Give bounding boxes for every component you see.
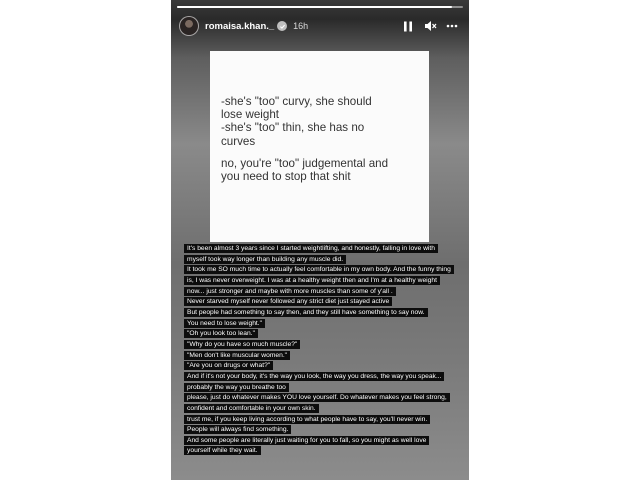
caption-line: And if it's not your body, it's the way you look, the way you dress, the way you speak... (184, 372, 444, 381)
caption-line: confident and comfortable in your own skin. (184, 404, 319, 413)
caption-line: probably the way you breathe too (184, 383, 289, 392)
verified-badge-icon (277, 21, 287, 31)
quote-line: -she's "too" curvy, she should (221, 95, 372, 108)
story-progress-fill (177, 6, 452, 8)
pause-icon[interactable] (399, 17, 417, 35)
caption-line: It's been almost 3 years since I started weightlifting, and honestly, falling in love with (184, 244, 438, 253)
quote-line: curves (221, 134, 256, 148)
caption-line: But people had something to say then, and they still have something to say now. (184, 308, 428, 317)
post-time: 16h (293, 21, 309, 31)
quote-line: you need to stop that shit (221, 170, 351, 184)
caption-line: is, I was never overweight. I was at a healthy weight then and I'm at a healthy weight (184, 276, 440, 285)
volume-off-icon[interactable] (421, 17, 439, 35)
story-caption (184, 244, 466, 457)
more-options-icon[interactable] (443, 17, 461, 35)
caption-line: please, just do whatever makes YOU love yourself. Do whatever makes you feel strong, (184, 393, 450, 402)
quote-line: no, you're "too" judgemental and (221, 156, 389, 170)
caption-line: Never starved myself never followed any strict diet just stayed active (184, 297, 392, 306)
quote-card (210, 51, 429, 242)
story-viewer (171, 0, 469, 480)
caption-line: "Oh you look too lean." (184, 329, 258, 338)
caption-line: myself took way longer than building any muscle did. (184, 255, 346, 264)
avatar[interactable] (179, 16, 199, 36)
caption-line: "Why do you have so much muscle?" (184, 340, 300, 349)
caption-line: trust me, if you keep living according to what people have to say, you'll never win. (184, 415, 430, 424)
caption-line: And some people are literally just waiting for you to fall, so you might as well love (184, 436, 429, 445)
caption-line: You need to lose weight." (184, 319, 265, 328)
quote-line: -she's "too" thin, she has no (221, 121, 365, 135)
story-header (179, 14, 461, 38)
story-progress-bar (177, 6, 463, 8)
quote-text (221, 95, 426, 183)
username[interactable]: romaisa.khan._ (205, 20, 275, 32)
caption-line: "Men don't like muscular women." (184, 351, 290, 360)
caption-line: yourself while they wait. (184, 446, 261, 455)
caption-line: People will always find something. (184, 425, 291, 434)
caption-line: "Are you on drugs or what?" (184, 361, 273, 370)
quote-line: lose weight (221, 108, 280, 122)
caption-line: It took me SO much time to actually feel comfortable in my own body. And the funny thing (184, 265, 454, 274)
caption-line: now... just stronger and maybe with more muscles than some of y'all . (184, 287, 396, 296)
